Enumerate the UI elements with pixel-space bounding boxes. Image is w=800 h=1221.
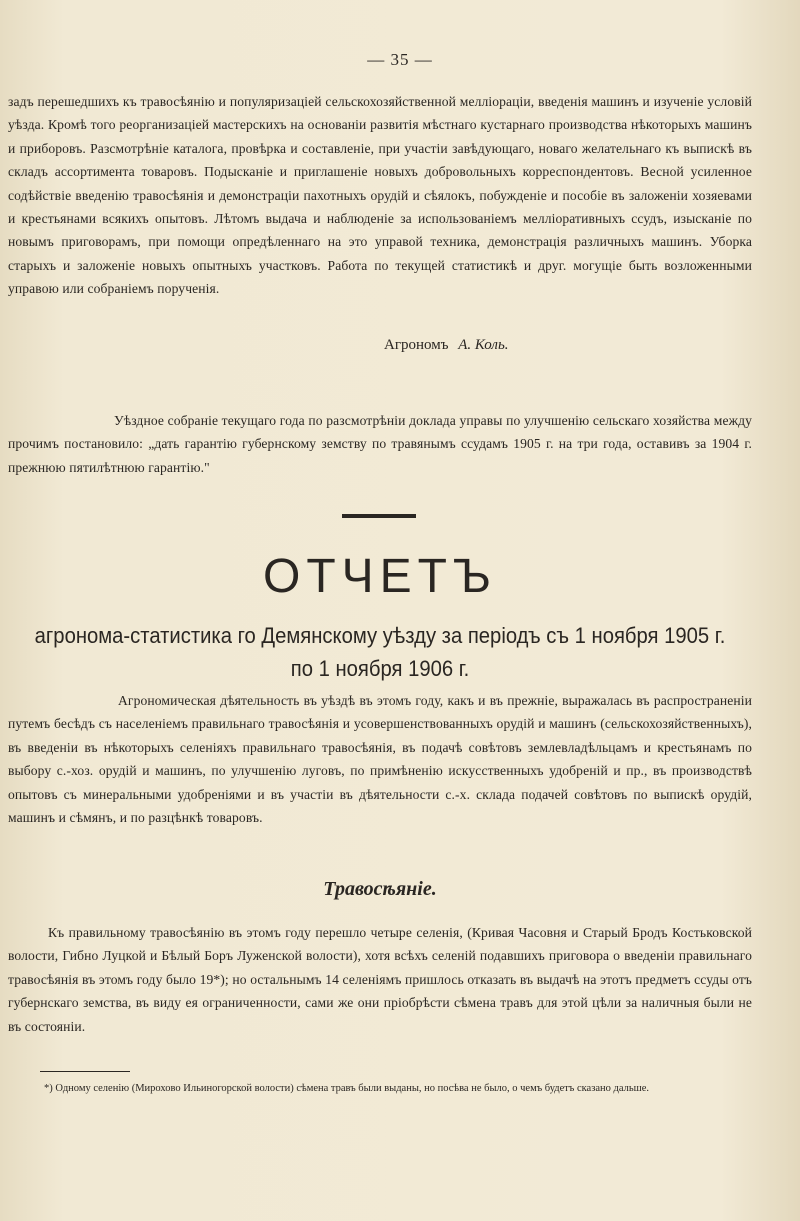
signature-title: Агрономъ: [384, 337, 449, 353]
section-divider: [342, 514, 416, 518]
section-heading: Травосѣяніе.: [323, 878, 437, 900]
report-subtitle-line1: агронома-статистика го Демянскому уѣзду за періодъ съ 1 ноября 1905 г.: [34, 623, 726, 648]
report-paragraph: Агрономическая дѣятельность въ уѣздѣ въ этомъ году, какъ и въ прежніе, выражалась въ распространеніи путемъ бесѣдъ съ населеніемъ правильнаго травосѣянія и усовершенствованныхъ орудій и машинъ (сельскохозяйственныхъ), въ введеніи въ нѣкоторыхъ селеніяхъ правильнаго травосѣянія, въ подачѣ совѣтовъ землевладѣльцамъ и крестьянамъ по выбору с.-хоз. орудій и машинъ, по улучшенію луговъ, по примѣненію искусственныхъ удобреній и пр., въ производствѣ опытовъ съ минеральными удобреніями и въ участіи въ дѣятельности с.-х. склада подачей совѣтовъ по выпискѣ орудій, машинъ и сѣмянъ, и по разцѣнкѣ товаровъ.: [8, 693, 752, 826]
page-number: — 35 —: [367, 50, 433, 69]
report-subtitle-line2: по 1 ноября 1906 г.: [290, 656, 470, 681]
report-subtitle: [30, 619, 729, 685]
assembly-paragraph: Уѣздное собраніе текущаго года по разсмотрѣніи доклада управы по улучшенію сельскаго хозяйства между прочимъ постановило: „дать гарантію губернскому земству по травянымъ ссудамъ 1905 г. на три года, оставивъ за 1904 г. прежнюю пятилѣтнюю гарантію.": [8, 413, 752, 475]
grass-paragraph: Къ правильному травосѣянію въ этомъ году перешло четыре селенія, (Кривая Часовня и Старый Бродъ Костьковской волости, Гибно Луцкой и Бѣлый Боръ Луженской волости), хотя всѣхъ селеній подавшихъ приговора о введеніи правильнаго травосѣянія въ этомъ году было 19*); но остальнымъ 14 селеніямъ пришлось отказать въ выдачѣ на этотъ предметъ ссуды отъ губернскаго земства, въ виду ея ограниченности, сами же они пріобрѣсти сѣмена травъ для этой цѣли за наличныя были не въ состояніи.: [8, 925, 752, 1034]
report-title: ОТЧЕТЪ: [263, 550, 497, 603]
footnote-divider: [40, 1071, 130, 1072]
footnote: *) Одному селенію (Мирохово Ильиногорской волости) сѣмена травъ были выданы, но посѣва не было, о чемъ будетъ сказано дальше.: [44, 1083, 650, 1094]
intro-paragraph: задъ перешедшихъ къ травосѣянію и популяризаціей сельскохозяйственной мелліораціи, введенія машинъ и изученіе условій уѣзда. Кромѣ того реорганизаціей мастерскихъ на основаніи развитія мѣстнаго кустарнаго производства нѣкоторыхъ машинъ и приборовъ. Разсмотрѣніе каталога, провѣрка и составленіе, при участіи завѣдующаго, новаго желательнаго къ выпискѣ въ складъ ассортимента товаровъ. Подысканіе и приглашеніе новыхъ добровольныхъ корреспондентовъ. Весной усиленное содѣйствіе введенію травосѣянія и демонстраціи пахотныхъ орудій и сѣялокъ, побужденіе и пособіе въ заложеніи хозяевами и крестьянами всякихъ опытовъ. Лѣтомъ выдача и наблюденіе за использованіемъ мелліоративныхъ ссудъ, изысканіе по новымъ приговорамъ, при помощи опредѣленнаго на это управой техника, демонстрація различныхъ машинъ. Уборка старыхъ и заложеніе новыхъ опытныхъ участковъ. Работа по текущей статистикѣ и друг. могущіе быть возложенными управою или собраніемъ порученія.: [8, 94, 752, 297]
signature-name: А. Коль.: [458, 337, 509, 353]
signature: [384, 337, 509, 354]
